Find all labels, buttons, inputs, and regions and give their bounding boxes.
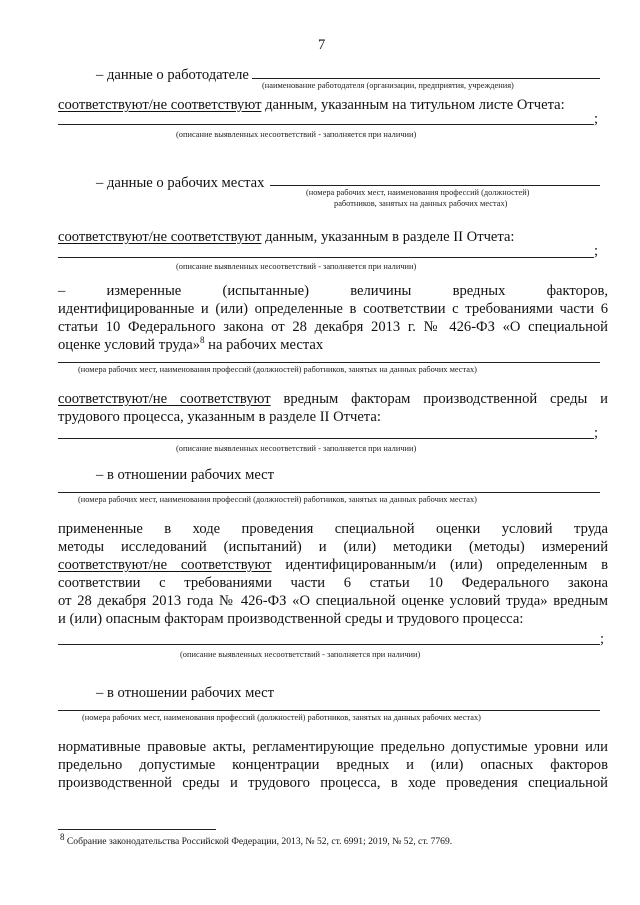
measured-line-1: – измеренные (испытанные) величины вредных факторов, (58, 283, 609, 299)
workplaces-desc-note: (описание выявленных несоответствий - заполняется при наличии) (176, 262, 417, 271)
measured-line-5: соответствуют/не соответствуют вредным факторам производственной среды и (58, 391, 608, 407)
methods-semicolon: ; (600, 631, 605, 647)
methods-correspond: соответствуют/не соответствуют (58, 557, 272, 573)
measured-desc-note: (описание выявленных несоответствий - заполняется при наличии) (176, 444, 417, 453)
employer-desc-line (58, 124, 594, 125)
employer-desc-note: (описание выявленных несоответствий - заполняется при наличии) (176, 130, 417, 139)
methods-line-6: и (или) опасным факторам производственной среды и трудового процесса: (58, 611, 524, 627)
footnote-separator (58, 829, 216, 830)
employer-correspond-line (58, 96, 565, 114)
methods-desc-line (58, 644, 600, 645)
workplaces-desc-line (58, 257, 594, 258)
workplaces-correspond-line (58, 228, 514, 246)
methods-line-3: соответствуют/не соответствуют идентифицированным/и (или) определенным в (58, 557, 608, 573)
employer-field-line (252, 78, 600, 79)
employer-note: (наименование работодателя (организации, предприятия, учреждения) (262, 81, 514, 90)
measured-line-4: оценке условий труда»$^8$ на рабочих местах (58, 335, 324, 353)
measured-note: (номера рабочих мест, наименования профессий (должностей) работников, занятых на данных рабочих местах) (78, 365, 477, 374)
methods-label: – в отношении рабочих мест (96, 467, 275, 483)
measured-line-6: трудового процесса, указанным в разделе II Отчета: (58, 409, 381, 425)
measured-correspond: соответствуют/не соответствуют (58, 391, 271, 407)
workplaces-note-1: (номера рабочих мест, наименования профессий (должностей) (306, 188, 530, 197)
methods-line-5: от 28 декабря 2013 года № 426-ФЗ «О специальной оценке условий труда» вредным (58, 593, 608, 609)
workplaces-semicolon: ; (594, 243, 599, 259)
methods-line-1: примененные в ходе проведения специальной оценки условий труда (58, 521, 608, 537)
workplaces-note-2: работников, занятых на данных рабочих местах) (334, 199, 508, 208)
methods-note: (номера рабочих мест, наименования профессий (должностей) работников, занятых на данных рабочих местах) (78, 495, 477, 504)
workplaces-label: – данные о рабочих местах (96, 175, 265, 191)
employer-semicolon: ; (594, 111, 599, 127)
methods-field-line (58, 492, 600, 493)
measured-field-line (58, 362, 600, 363)
footnote-text: Собрание законодательства Российской Федерации, 2013, № 52, ст. 6991; 2019, № 52, ст. 7769. (64, 836, 453, 847)
measured-line-2: идентифицированные и (или) определенные в соответствии с требованиями части 6 (58, 301, 608, 317)
normative-note: (номера рабочих мест, наименования профессий (должностей) работников, занятых на данных рабочих местах) (82, 713, 481, 722)
methods-line-4: соответствии с требованиями части 6 статьи 10 Федерального закона (58, 575, 608, 591)
workplaces-rest: данным, указанным в разделе II Отчета: (261, 229, 515, 245)
measured-line-3: статьи 10 Федерального закона от 28 декабря 2013 г. № 426-ФЗ «О специальной (58, 319, 608, 335)
footnote-ref: 8 (200, 335, 205, 346)
normative-label: – в отношении рабочих мест (96, 685, 275, 701)
methods-line-2: методы исследований (испытаний) и (или) методики (методы) измерений (58, 539, 608, 555)
normative-line-2: предельно допустимые концентрации вредных и (или) опасных факторов (58, 757, 608, 773)
measured-semicolon: ; (594, 425, 599, 441)
workplaces-correspond: соответствуют/не соответствуют (58, 229, 262, 245)
employer-correspond: соответствуют/не соответствуют (58, 97, 262, 113)
footnote-mark: 8 (60, 831, 65, 842)
measured-desc-line (58, 438, 594, 439)
normative-line-3: производственной среды и трудового процесса, в ходе проведения специальной (58, 775, 608, 791)
employer-rest: данным, указанным на титульном листе Отчета: (261, 97, 565, 113)
employer-label: – данные о работодателе (96, 67, 249, 83)
normative-field-line (58, 710, 600, 711)
workplaces-field-line (270, 185, 600, 186)
normative-line-1: нормативные правовые акты, регламентирующие предельно допустимые уровни или (58, 739, 608, 755)
page-number: 7 (318, 37, 326, 53)
footnote (60, 831, 453, 848)
methods-desc-note: (описание выявленных несоответствий - заполняется при наличии) (180, 650, 421, 659)
